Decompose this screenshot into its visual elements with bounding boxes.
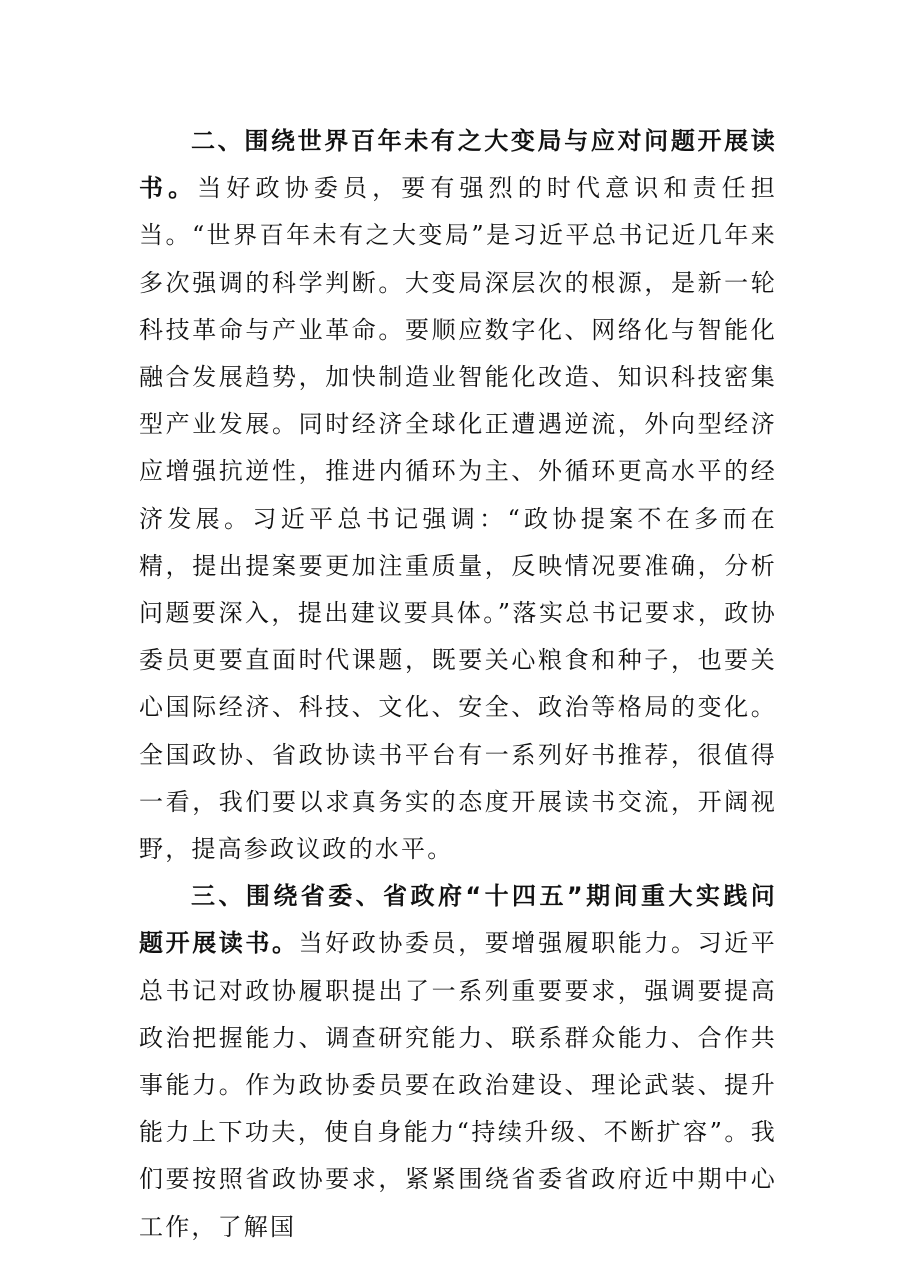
section-3-heading: 三、围绕省委、省政府“十四五”期间重大实践问题开展读书。 <box>139 882 777 958</box>
section-2-body: 当好政协委员，要有强烈的时代意识和责任担当。“世界百年未有之大变局”是习近平总书记近几年来多次强调的科学判断。大变局深层次的根源，是新一轮科技革命与产业革命。要顺应数字化、网络化与智能化融合发展趋势，加快制造业智能化改造、知识科技密集型产业发展。同时经济全球化正遭遇逆流，外向型经济应增强抗逆性，推进内循环为主、外循环更高水平的经济发展。习近平总书记强调：“政协提案不在多而在精，提出提案要更加注重质量，反映情况要准确，分析问题要深入，提出建议要具体。”落实总书记要求，政协委员更要直面时代课题，既要关心粮食和种子，也要关心国际经济、科技、文化、安全、政治等格局的变化。全国政协、省政协读书平台有一系列好书推荐，很值得一看，我们要以求真务实的态度开展读书交流，开阔视野，提高参政议政的水平。 <box>139 174 778 864</box>
section-2-heading: 二、围绕世界百年未有之大变局与应对问题开展读书。 <box>139 127 777 203</box>
paragraph-section-3 <box>139 873 777 1251</box>
document-body <box>139 118 777 1251</box>
section-3-body: 当好政协委员，要增强履职能力。习近平总书记对政协履职提出了一系列重要要求，强调要提高政治把握能力、调查研究能力、联系群众能力、合作共事能力。作为政协委员要在政治建设、理论武装、提升能力上下功夫，使自身能力“持续升级、不断扩容”。我们要按照省政协要求，紧紧围绕省委省政府近中期中心工作，了解国 <box>139 929 777 1241</box>
paragraph-section-2 <box>139 118 777 873</box>
